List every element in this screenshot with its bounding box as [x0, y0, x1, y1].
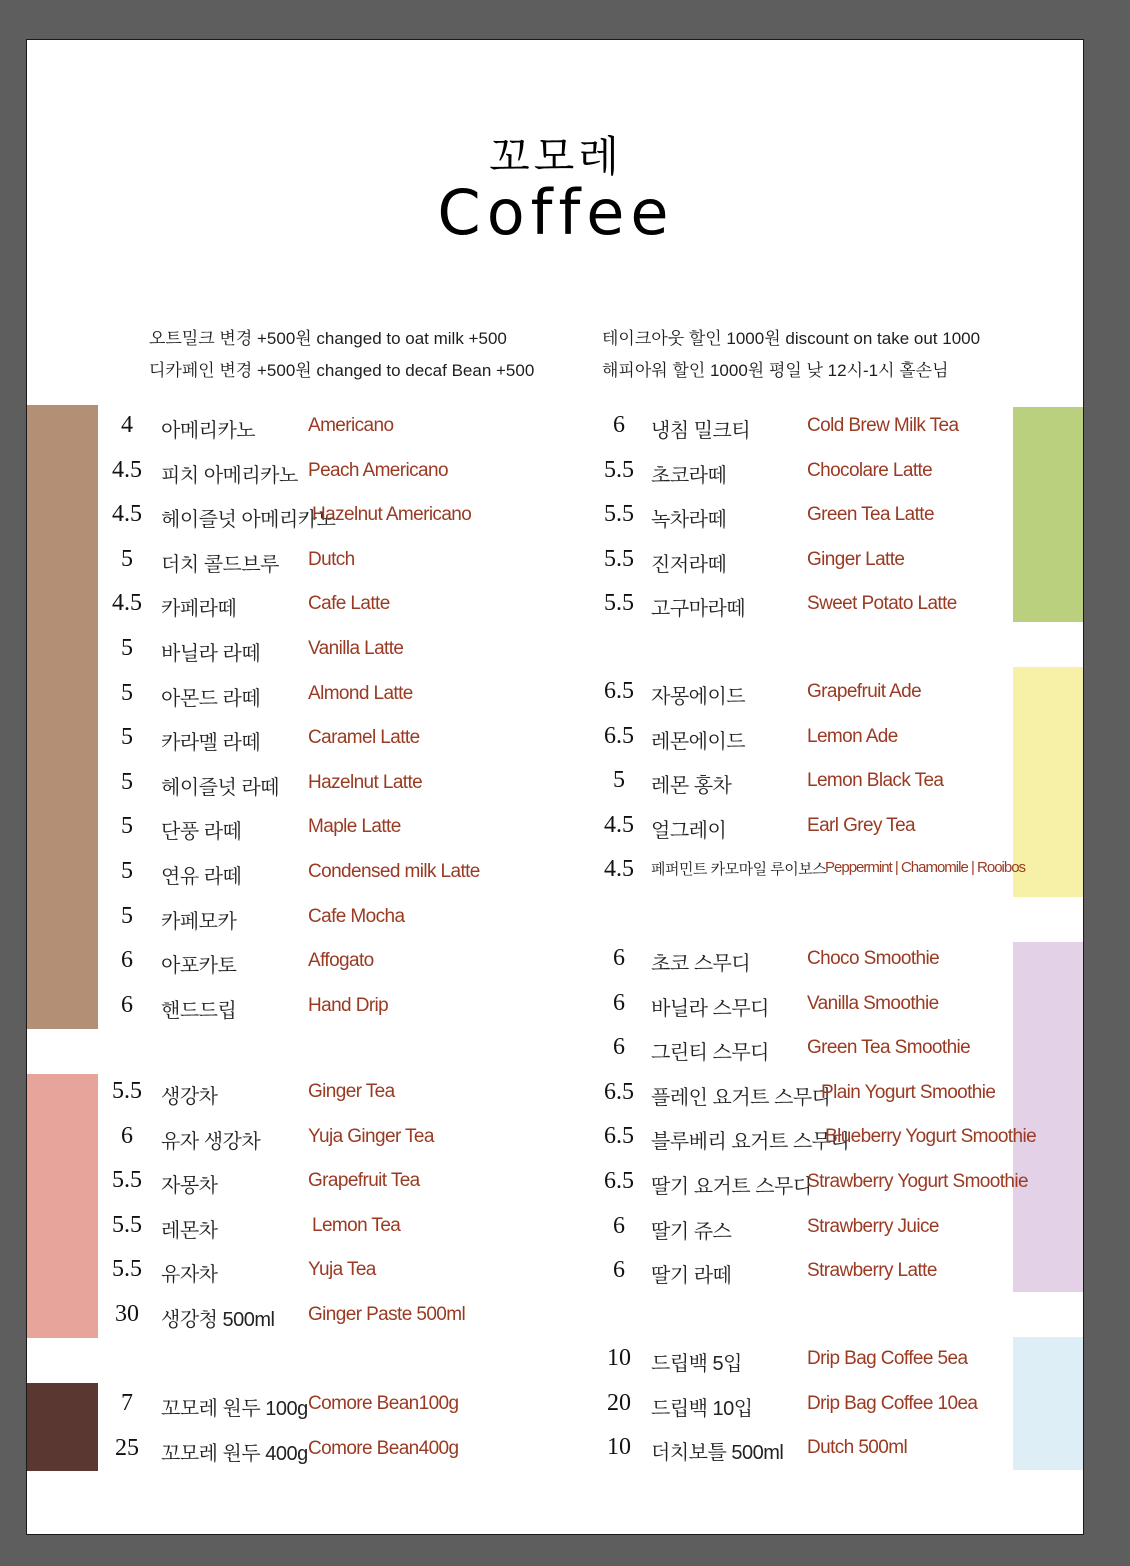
menu-item-price: 4.5 — [112, 456, 142, 483]
menu-item-english-name: Lemon Tea — [312, 1214, 401, 1236]
menu-item-price: 6 — [121, 947, 133, 974]
menu-item-english-name: Affogato — [308, 950, 374, 972]
menu-item-korean-name: 카라멜 라떼 — [161, 732, 261, 755]
cafe-name-english: Coffee — [437, 176, 675, 249]
menu-item-price: 6.5 — [604, 678, 634, 704]
menu-item-price: 5 — [121, 545, 133, 572]
menu-item-price: 5.5 — [604, 590, 634, 617]
menu-item-english-name: Hazelnut Americano — [312, 504, 472, 526]
menu-item-english-name: Strawberry Yogurt Smoothie — [807, 1171, 1028, 1192]
menu-item-price: 20 — [607, 1389, 631, 1416]
menu-item-korean-name: 피치 아메리카노 — [161, 464, 298, 487]
menu-item-korean-name: 바닐라 스무디 — [651, 997, 769, 1020]
menu-item-price: 6 — [613, 945, 625, 971]
menu-item-korean-name: 카페모카 — [161, 910, 237, 933]
menu-item-english-name: Yuja Tea — [308, 1259, 376, 1281]
menu-item-english-name: Blueberry Yogurt Smoothie — [825, 1126, 1037, 1148]
menu-item-english-name: Strawberry Juice — [807, 1215, 939, 1237]
menu-item-korean-name: 핸드드립 — [161, 999, 237, 1022]
menu-item-english-name: Green Tea Latte — [807, 504, 934, 526]
menu-item-price: 5 — [121, 858, 133, 884]
bean-section-bar — [27, 1383, 98, 1471]
menu-item-english-name: Strawberry Latte — [807, 1260, 937, 1282]
menu-item-price: 10 — [607, 1434, 631, 1461]
menu-item-korean-name: 딸기 쥬스 — [651, 1220, 732, 1243]
menu-item-price: 5 — [121, 724, 133, 751]
menu-item-korean-name: 더치보틀 500ml — [651, 1442, 784, 1465]
menu-item-price: 5.5 — [112, 1078, 142, 1104]
tea-section-bar — [27, 1074, 98, 1338]
menu-item-english-name: Sweet Potato Latte — [807, 593, 957, 615]
dripbag-section-bar — [1013, 1337, 1084, 1470]
menu-item-korean-name: 유자 생강차 — [161, 1130, 261, 1153]
menu-item-price: 4.5 — [112, 501, 142, 528]
menu-item-korean-name: 초코라떼 — [651, 464, 727, 487]
menu-item-korean-name: 연유 라떼 — [161, 866, 242, 888]
menu-item-english-name: Plain Yogurt Smoothie — [821, 1081, 996, 1103]
menu-item-price: 5 — [121, 813, 133, 840]
menu-item-english-name: Vanilla Smoothie — [807, 992, 939, 1014]
menu-item-english-name: Earl Grey Tea — [807, 814, 916, 836]
menu-item-english-name: Lemon Black Tea — [807, 770, 944, 792]
menu-item-english-name: Americano — [308, 415, 394, 436]
menu-item-korean-name: 헤이즐넛 라떼 — [161, 776, 279, 799]
cafe-name-korean: 꼬모레 — [489, 132, 623, 181]
menu-item-english-name: Choco Smoothie — [807, 948, 940, 969]
menu-item-english-name: Cafe Mocha — [308, 905, 405, 927]
menu-item-english-name: Condensed milk Latte — [308, 861, 480, 882]
menu-item-price: 6 — [613, 1257, 625, 1284]
menu-item-korean-name: 초코 스무디 — [651, 953, 751, 975]
menu-item-price: 5 — [121, 902, 133, 929]
menu-item-price: 5.5 — [604, 456, 634, 483]
menu-item-price: 25 — [115, 1434, 139, 1461]
menu-item-english-name: Maple Latte — [308, 816, 401, 838]
menu-item-korean-name: 바닐라 라떼 — [161, 643, 261, 665]
menu-item-price: 6 — [121, 1122, 133, 1149]
latte-section-bar — [1013, 407, 1084, 622]
menu-item-english-name: Comore Bean100g — [308, 1393, 459, 1414]
menu-item-english-name: Drip Bag Coffee 5ea — [807, 1348, 968, 1369]
menu-item-korean-name: 자몽에이드 — [651, 686, 746, 708]
menu-item-korean-name: 아메리카노 — [161, 420, 256, 442]
note-decaf: 디카페인 변경 +500원 changed to decaf Bean +500 — [149, 361, 535, 380]
menu-item-price: 5 — [121, 679, 133, 706]
menu-item-english-name: Dutch — [308, 548, 355, 570]
menu-item-korean-name: 페퍼민트 카모마일 루이보스 — [651, 861, 827, 879]
menu-item-korean-name: 플레인 요거트 스무디 — [651, 1086, 831, 1109]
menu-item-price: 6.5 — [604, 1078, 634, 1105]
menu-item-korean-name: 딸기 라떼 — [651, 1265, 732, 1288]
menu-item-english-name: Dutch 500ml — [807, 1437, 908, 1459]
menu-item-korean-name: 헤이즐넛 아메리카노 — [161, 509, 336, 532]
menu-item-korean-name: 더치 콜드브루 — [161, 553, 279, 576]
menu-sheet — [26, 39, 1084, 1535]
coffee-section-bar — [27, 405, 98, 1029]
menu-item-english-name: Cold Brew Milk Tea — [807, 415, 959, 436]
menu-item-price: 5.5 — [604, 501, 634, 528]
menu-item-korean-name: 꼬모레 원두 100g — [161, 1398, 308, 1420]
menu-item-english-name: Ginger Tea — [308, 1081, 395, 1102]
menu-item-korean-name: 냉침 밀크티 — [651, 420, 751, 442]
menu-item-korean-name: 그린티 스무디 — [651, 1042, 769, 1065]
menu-item-korean-name: 단풍 라떼 — [161, 821, 242, 844]
menu-item-english-name: Caramel Latte — [308, 727, 420, 749]
menu-item-korean-name: 진저라떼 — [651, 553, 727, 576]
menu-item-price: 5.5 — [112, 1167, 142, 1194]
menu-item-english-name: Ginger Paste 500ml — [308, 1304, 466, 1325]
menu-item-price: 5 — [121, 768, 133, 795]
menu-item-english-name: Grapefruit Tea — [308, 1170, 420, 1192]
menu-item-english-name: Peach Americano — [308, 459, 448, 481]
menu-item-korean-name: 아포카토 — [161, 955, 237, 978]
menu-item-price: 6.5 — [604, 1168, 634, 1194]
menu-item-price: 5.5 — [604, 545, 634, 572]
menu-item-price: 6 — [121, 991, 133, 1018]
menu-item-korean-name: 자몽차 — [161, 1175, 218, 1198]
menu-item-korean-name: 딸기 요거트 스무디 — [651, 1176, 812, 1198]
menu-item-english-name: Drip Bag Coffee 10ea — [807, 1392, 978, 1414]
menu-item-korean-name: 레몬에이드 — [651, 730, 746, 753]
menu-item-english-name: Green Tea Smoothie — [807, 1037, 971, 1059]
menu-item-price: 4.5 — [112, 590, 142, 617]
menu-item-english-name: Peppermint | Chamomile | Rooibos — [825, 859, 1026, 877]
menu-item-english-name: Chocolare Latte — [807, 459, 933, 481]
note-oat-milk: 오트밀크 변경 +500원 changed to oat milk +500 — [149, 329, 507, 348]
menu-item-price: 4.5 — [604, 856, 634, 883]
menu-item-price: 5 — [121, 635, 133, 661]
menu-item-price: 10 — [607, 1345, 631, 1371]
menu-item-korean-name: 녹차라떼 — [651, 509, 727, 532]
menu-item-korean-name: 꼬모레 원두 400g — [161, 1442, 308, 1465]
menu-item-price: 5.5 — [112, 1211, 142, 1238]
menu-item-korean-name: 얼그레이 — [651, 819, 727, 842]
note-happy-hour: 해피아워 할인 1000원 평일 낮 12시-1시 홀손님 — [602, 361, 949, 380]
menu-item-english-name: Ginger Latte — [807, 548, 905, 570]
smoothie-section-bar — [1013, 942, 1084, 1292]
note-takeout: 테이크아웃 할인 1000원 discount on take out 1000 — [602, 329, 981, 348]
menu-item-korean-name: 드립백 5입 — [651, 1353, 742, 1375]
menu-item-korean-name: 생강청 500ml — [161, 1309, 275, 1331]
menu-item-price: 6.5 — [604, 1123, 634, 1150]
menu-item-english-name: Grapefruit Ade — [807, 681, 922, 702]
menu-item-price: 6 — [613, 989, 625, 1016]
menu-item-price: 7 — [121, 1390, 133, 1416]
menu-item-korean-name: 드립백 10입 — [651, 1397, 753, 1420]
menu-item-price: 6 — [613, 412, 625, 438]
menu-item-english-name: Vanilla Latte — [308, 638, 404, 659]
menu-item-english-name: Yuja Ginger Tea — [308, 1125, 434, 1147]
menu-item-english-name: Hazelnut Latte — [308, 771, 423, 793]
menu-item-price: 5 — [613, 767, 625, 794]
menu-item-english-name: Hand Drip — [308, 994, 389, 1016]
menu-item-price: 6 — [613, 1212, 625, 1239]
menu-item-price: 4 — [121, 412, 133, 438]
menu-item-korean-name: 카페라떼 — [161, 598, 237, 621]
menu-item-english-name: Lemon Ade — [807, 725, 898, 747]
menu-item-korean-name: 레몬차 — [161, 1219, 218, 1242]
menu-item-english-name: Cafe Latte — [308, 593, 390, 615]
menu-item-price: 5.5 — [112, 1256, 142, 1283]
menu-item-korean-name: 아몬드 라떼 — [161, 687, 261, 710]
menu-item-korean-name: 블루베리 요거트 스무디 — [651, 1131, 850, 1154]
menu-item-english-name: Comore Bean400g — [308, 1437, 459, 1459]
menu-item-korean-name: 유자차 — [161, 1264, 218, 1287]
menu-item-price: 4.5 — [604, 811, 634, 838]
menu-item-price: 30 — [115, 1301, 139, 1327]
menu-item-korean-name: 고구마라떼 — [651, 598, 746, 621]
menu-item-english-name: Almond Latte — [308, 682, 413, 704]
menu-item-korean-name: 레몬 홍차 — [651, 775, 732, 798]
menu-item-price: 6.5 — [604, 722, 634, 749]
menu-item-price: 6 — [613, 1034, 625, 1061]
menu-item-korean-name: 생강차 — [161, 1086, 218, 1108]
